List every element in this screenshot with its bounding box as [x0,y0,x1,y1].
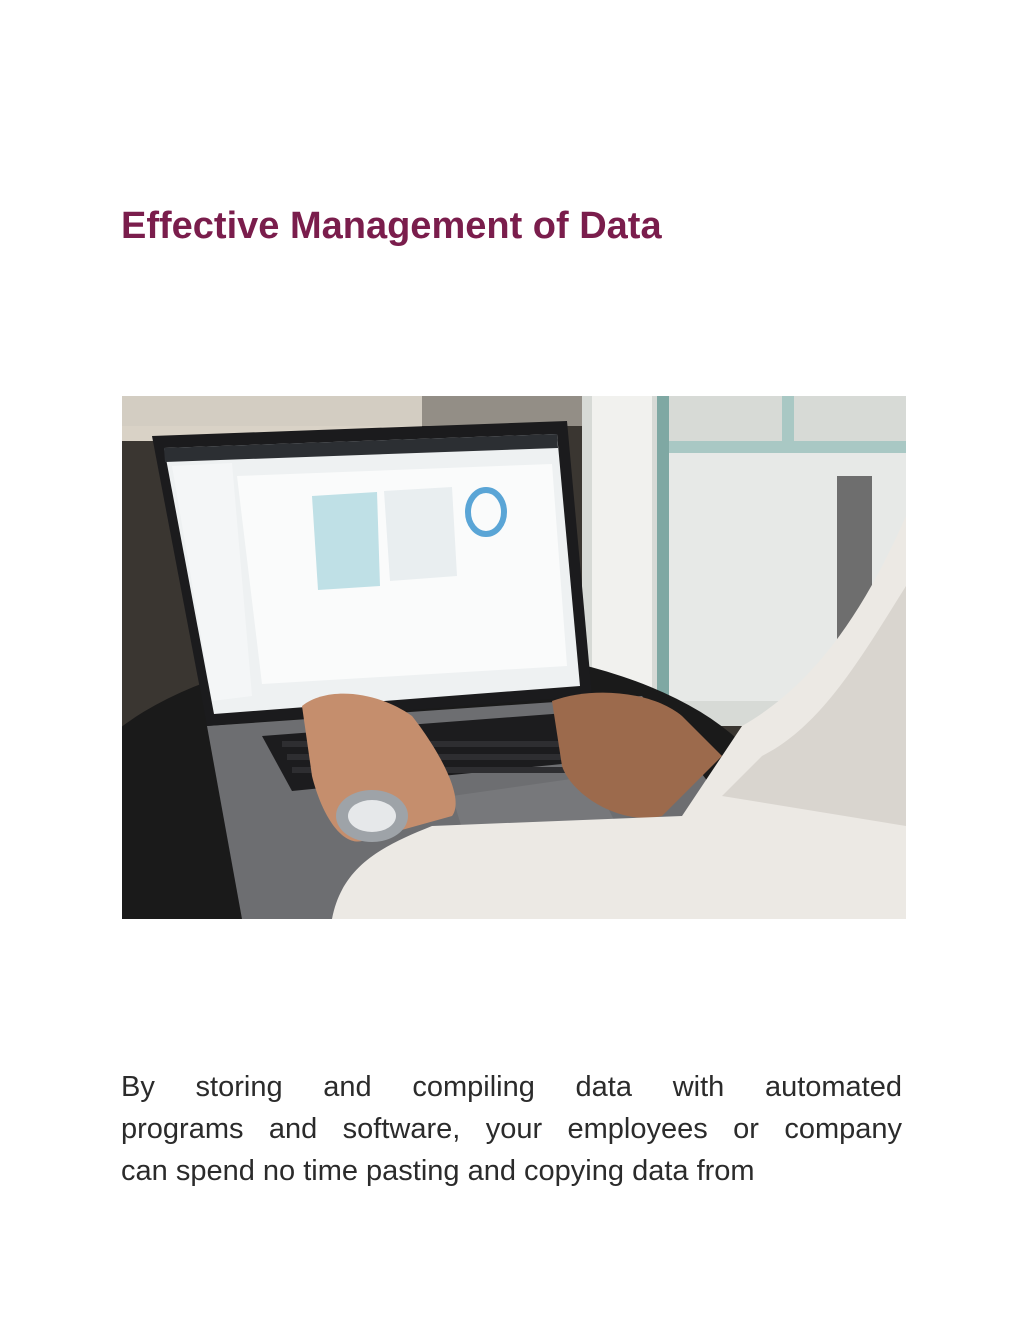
photo-illustration [122,396,906,919]
body-paragraph [121,1066,902,1192]
paragraph-line: By storing and compiling data with automated [121,1071,902,1103]
laptop-analytics-photo [122,396,906,919]
page-title: Effective Management of Data [121,205,662,247]
paragraph-line: can spend no time pasting and copying data from [121,1155,755,1187]
paragraph-line: programs and software, your employees or company [121,1113,902,1145]
